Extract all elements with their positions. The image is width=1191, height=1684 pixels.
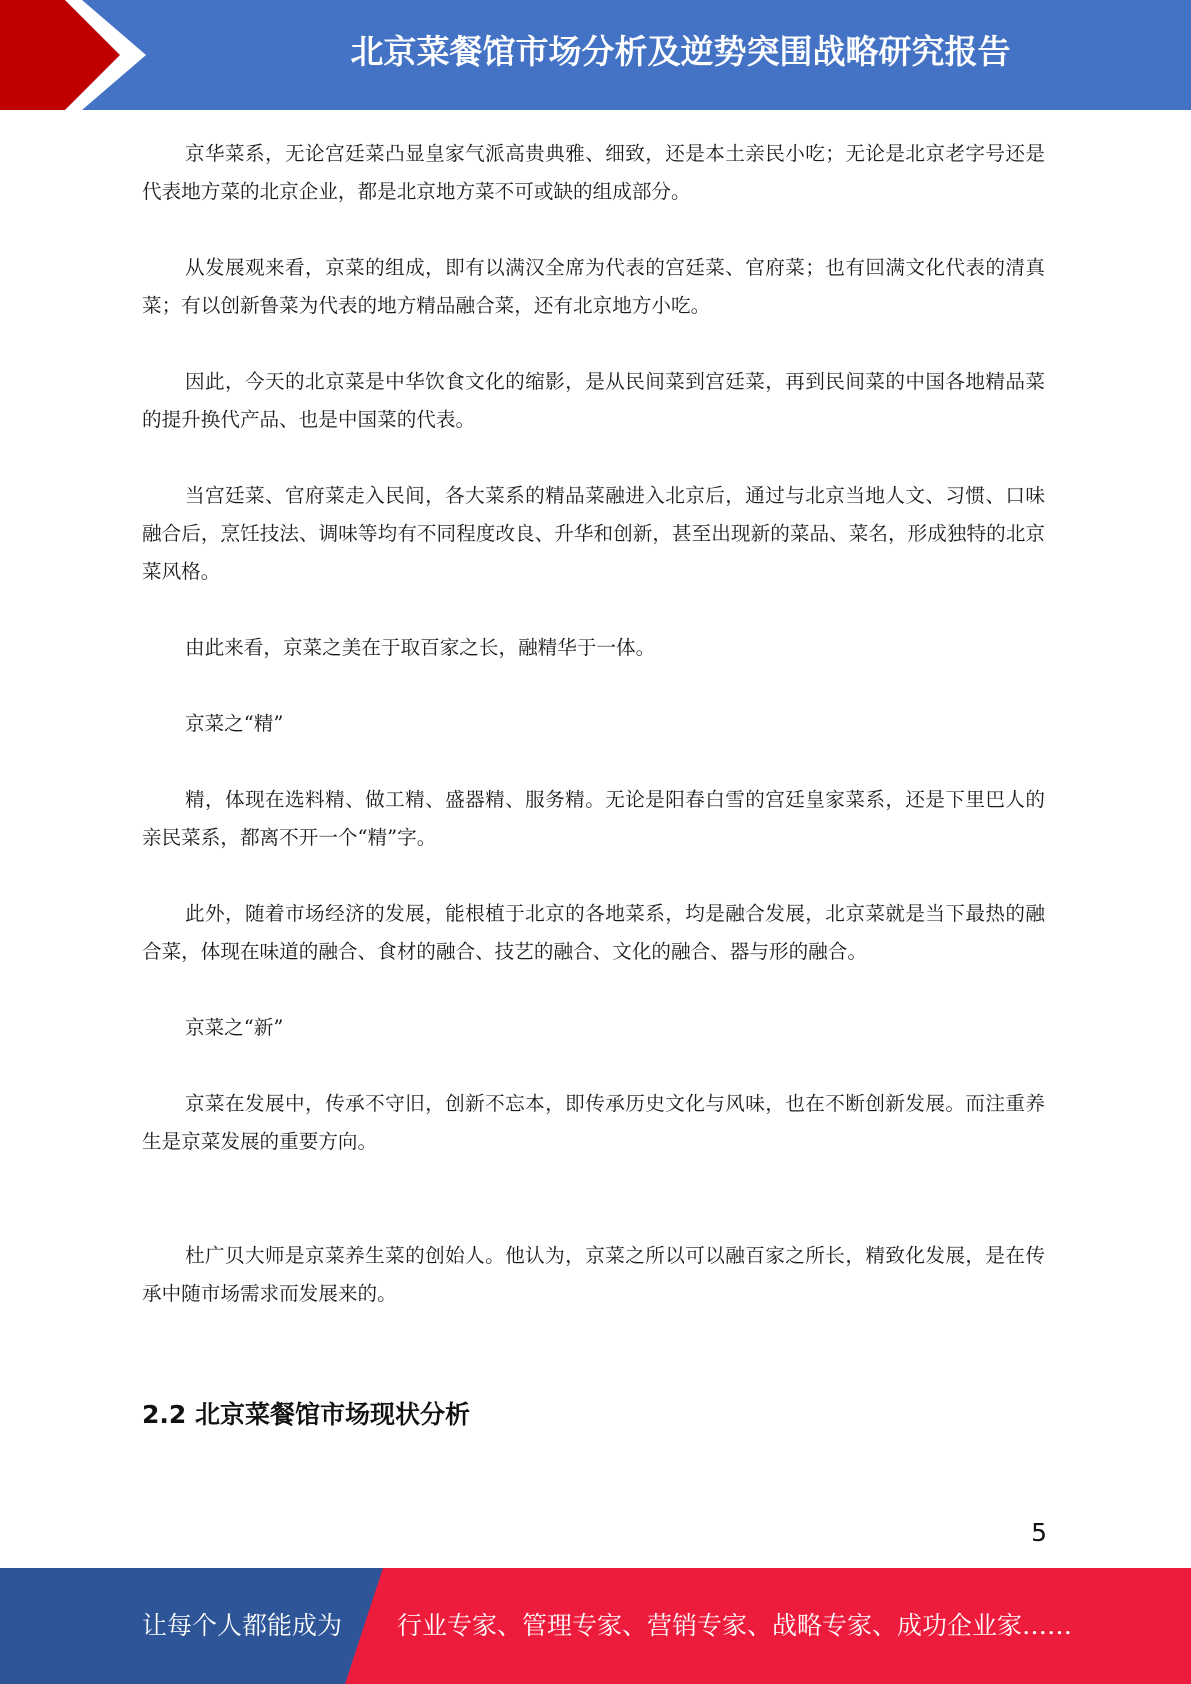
paragraph: 精，体现在选料精、做工精、盛器精、服务精。无论是阳春白雪的宫廷皇家菜系，还是下里巴人的亲民菜系，都离不开一个“精”字。 (142, 788, 1045, 849)
subheading-xin: 京菜之“新” (185, 1016, 284, 1039)
paragraph: 京华菜系，无论宫廷菜凸显皇家气派高贵典雅、细致，还是本土亲民小吃；无论是北京老字号还是代表地方菜的北京企业，都是北京地方菜不可或缺的组成部分。 (142, 142, 1045, 203)
footer-slogan-right: 行业专家、管理专家、营销专家、战略专家、成功企业家…… (397, 1611, 1073, 1640)
paragraph: 因此，今天的北京菜是中华饮食文化的缩影，是从民间菜到宫廷菜，再到民间菜的中国各地精品菜的提升换代产品、也是中国菜的代表。 (142, 370, 1045, 431)
footer-slogan-left: 让每个人都能成为 (142, 1611, 343, 1640)
subheading-jing: 京菜之“精” (185, 712, 284, 735)
paragraph: 从发展观来看，京菜的组成，即有以满汉全席为代表的宫廷菜、官府菜；也有回满文化代表的清真菜；有以创新鲁菜为代表的地方精品融合菜，还有北京地方小吃。 (142, 256, 1045, 317)
report-title: 北京菜餐馆市场分析及逆势突围战略研究报告 (350, 32, 1011, 71)
document-body (142, 135, 1045, 1313)
page-number: 5 (1031, 1518, 1047, 1547)
paragraph: 当宫廷菜、官府菜走入民间，各大菜系的精品菜融进入北京后，通过与北京当地人文、习惯、口味融合后，烹饪技法、调味等均有不同程度改良、升华和创新，甚至出现新的菜品、菜名，形成独特的北京菜风格。 (142, 484, 1045, 583)
page-header (0, 0, 1191, 110)
page-footer (0, 1568, 1191, 1684)
paragraph: 此外，随着市场经济的发展，能根植于北京的各地菜系，均是融合发展，北京菜就是当下最热的融合菜，体现在味道的融合、食材的融合、技艺的融合、文化的融合、器与形的融合。 (142, 902, 1045, 963)
paragraph: 杜广贝大师是京菜养生菜的创始人。他认为，京菜之所以可以融百家之所长，精致化发展，是在传承中随市场需求而发展来的。 (142, 1244, 1045, 1305)
section-heading: 2.2 北京菜餐馆市场现状分析 (142, 1400, 470, 1429)
header-arrow-decoration (0, 0, 160, 110)
paragraph: 京菜在发展中，传承不守旧，创新不忘本，即传承历史文化与风味，也在不断创新发展。而注重养生是京菜发展的重要方向。 (142, 1092, 1045, 1153)
paragraph: 由此来看，京菜之美在于取百家之长，融精华于一体。 (185, 636, 656, 659)
